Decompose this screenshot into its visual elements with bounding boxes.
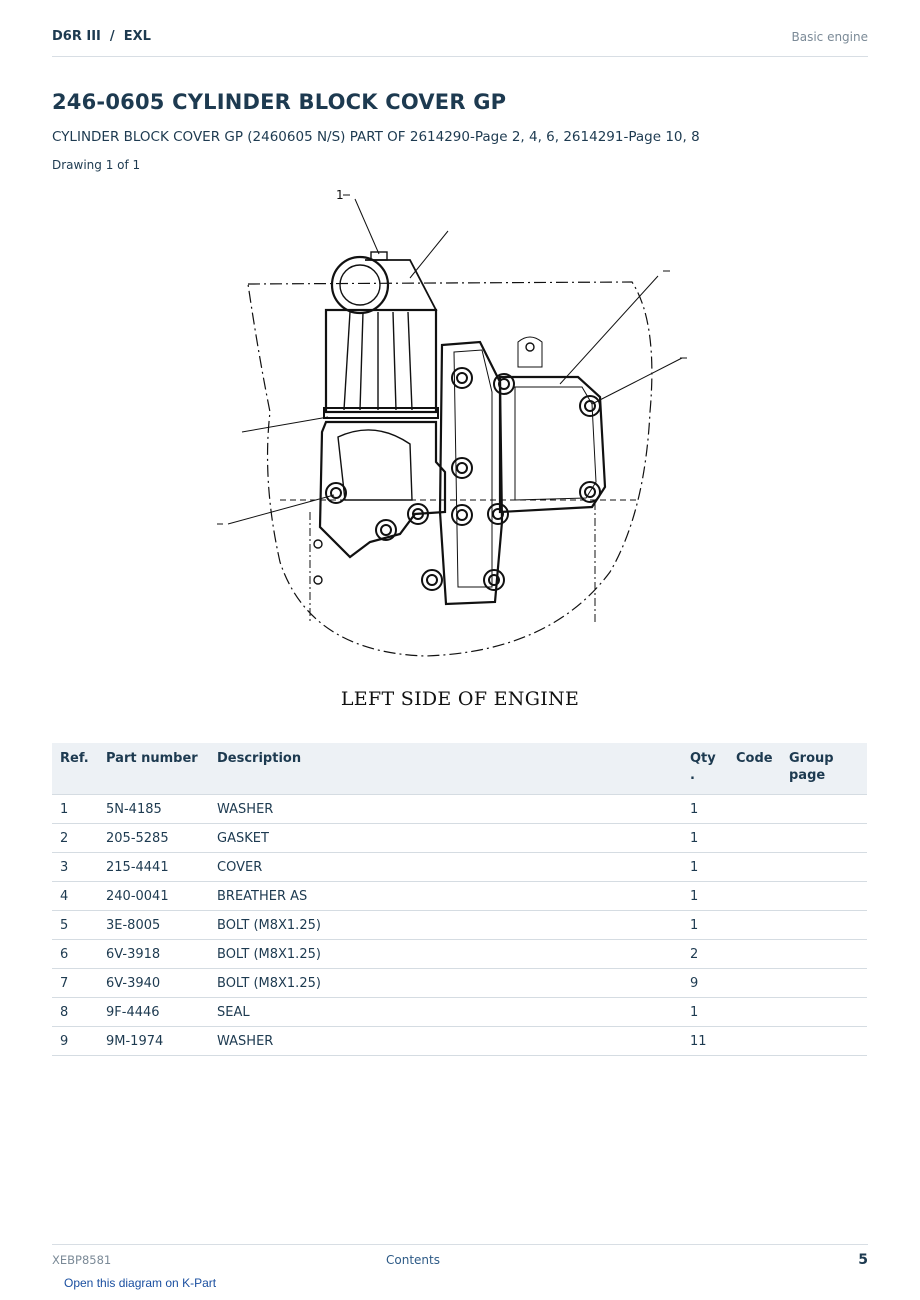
row-ref: 7	[52, 969, 98, 998]
bolt-heads	[326, 368, 600, 590]
page-title: 246-0605 CYLINDER BLOCK COVER GP	[52, 90, 507, 114]
row-description: WASHER	[209, 1027, 682, 1056]
col-part-number: Part number	[98, 743, 209, 795]
right-housing	[500, 377, 605, 512]
row-code	[728, 911, 781, 940]
col-qty: Qty .	[682, 743, 728, 795]
section-label: Basic engine	[791, 30, 868, 44]
callout-1: 1	[336, 188, 344, 202]
col-description: Description	[209, 743, 682, 795]
row-group-page	[781, 795, 867, 824]
row-description: BOLT (M8X1.25)	[209, 969, 682, 998]
table-row	[52, 911, 867, 940]
col-code: Code	[728, 743, 781, 795]
row-part-number: 9F-4446	[98, 998, 209, 1027]
row-qty: 1	[682, 911, 728, 940]
drawing-count: Drawing 1 of 1	[52, 158, 141, 172]
row-description: SEAL	[209, 998, 682, 1027]
row-code	[728, 1027, 781, 1056]
model-label: D6R III / EXL	[52, 29, 151, 44]
col-group-page: Group page	[781, 743, 867, 795]
row-code	[728, 853, 781, 882]
table-row	[52, 882, 867, 911]
row-code	[728, 882, 781, 911]
row-ref: 6	[52, 940, 98, 969]
parts-table	[52, 743, 867, 1056]
row-qty: 11	[682, 1027, 728, 1056]
page-header	[52, 28, 868, 57]
row-qty: 1	[682, 998, 728, 1027]
contents-link[interactable]: Contents	[386, 1253, 440, 1267]
table-row	[52, 969, 867, 998]
row-group-page	[781, 911, 867, 940]
row-ref: 4	[52, 882, 98, 911]
row-part-number: 9M-1974	[98, 1027, 209, 1056]
row-part-number: 240-0041	[98, 882, 209, 911]
row-description: GASKET	[209, 824, 682, 853]
row-qty: 1	[682, 824, 728, 853]
table-row	[52, 998, 867, 1027]
row-group-page	[781, 969, 867, 998]
row-code	[728, 969, 781, 998]
table-row	[52, 940, 867, 969]
row-group-page	[781, 882, 867, 911]
row-qty: 1	[682, 853, 728, 882]
row-part-number: 205-5285	[98, 824, 209, 853]
page-number: 5	[858, 1252, 868, 1268]
kpart-link[interactable]: Open this diagram on K-Part	[64, 1276, 217, 1290]
footer-divider	[52, 1244, 868, 1245]
table-row	[52, 795, 867, 824]
row-part-number: 3E-8005	[98, 911, 209, 940]
diagram-caption: LEFT SIDE OF ENGINE	[340, 688, 580, 710]
row-part-number: 6V-3918	[98, 940, 209, 969]
table-row	[52, 824, 867, 853]
row-group-page	[781, 853, 867, 882]
row-ref: 1	[52, 795, 98, 824]
row-description: COVER	[209, 853, 682, 882]
row-qty: 1	[682, 795, 728, 824]
table-row	[52, 1027, 867, 1056]
table-row	[52, 853, 867, 882]
row-description: BOLT (M8X1.25)	[209, 911, 682, 940]
row-ref: 2	[52, 824, 98, 853]
row-part-number: 5N-4185	[98, 795, 209, 824]
document-id: XEBP8581	[52, 1253, 112, 1267]
row-group-page	[781, 998, 867, 1027]
col-ref: Ref.	[52, 743, 98, 795]
row-part-number: 215-4441	[98, 853, 209, 882]
row-ref: 8	[52, 998, 98, 1027]
row-ref: 3	[52, 853, 98, 882]
parts-diagram	[200, 182, 700, 672]
row-description: BREATHER AS	[209, 882, 682, 911]
row-qty: 1	[682, 882, 728, 911]
row-code	[728, 998, 781, 1027]
breather-body	[326, 310, 436, 412]
row-part-number: 6V-3940	[98, 969, 209, 998]
row-code	[728, 824, 781, 853]
row-qty: 9	[682, 969, 728, 998]
row-qty: 2	[682, 940, 728, 969]
leader-lines	[217, 199, 687, 524]
row-description: BOLT (M8X1.25)	[209, 940, 682, 969]
page-subtitle: CYLINDER BLOCK COVER GP (2460605 N/S) PART OF 2614290-Page 2, 4, 6, 2614291-Page 10, 8	[52, 129, 700, 145]
row-ref: 5	[52, 911, 98, 940]
engine-outline	[248, 282, 652, 656]
table-header-row	[52, 743, 867, 795]
row-code	[728, 795, 781, 824]
row-group-page	[781, 940, 867, 969]
row-group-page	[781, 1027, 867, 1056]
row-ref: 9	[52, 1027, 98, 1056]
row-code	[728, 940, 781, 969]
row-description: WASHER	[209, 795, 682, 824]
row-group-page	[781, 824, 867, 853]
